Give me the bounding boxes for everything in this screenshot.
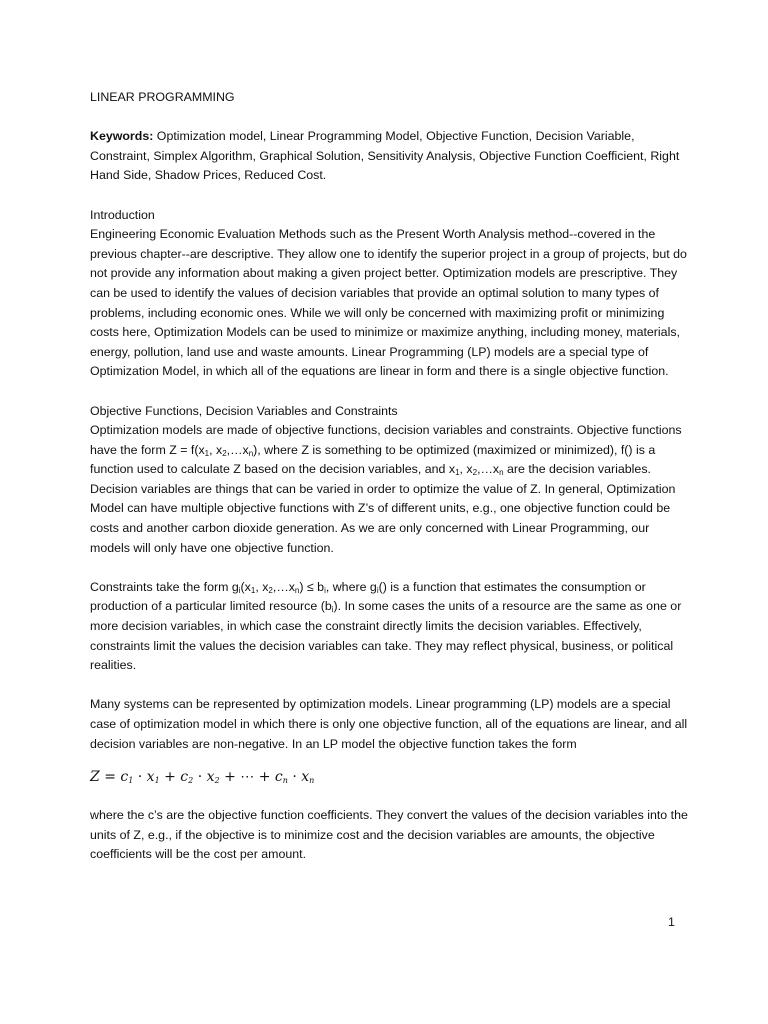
keywords-paragraph xyxy=(90,127,690,186)
objective-function-equation: $Z = c_1 \cdot x_1 + c_2 \cdot x_2$ + ⋯ + $c_n \cdot x_n$ xyxy=(90,769,315,786)
introduction-paragraph: Engineering Economic Evaluation Methods such as the Present Worth Analysis method--covered in the previous chapter--are descriptive. They allow one to identify the superior project in a group of projects, but do not provide any information about making a given project better. Optimization models are prescriptive. They can be used to identify the values of decision variables that provide an optimal solution to many types of problems, including economic ones. While we will only be concerned with maximizing profit or minimizing costs here, Optimization Models can be used to minimize or maximize anything, including money, materials, energy, pollution, land use and waste amounts. Linear Programming (LP) models are a special type of Optimization Model, in which all of the equations are linear in form and there is a single objective function. xyxy=(90,227,687,379)
constraints-paragraph: Constraints take the form $g_i(x_1$, $x_2,\dots x_n) \le b_i$, where $g_i()$ is a function that estimates the consumption or production of a particular limited resource $(b_i)$. In some cases the units of a resource are the same as one or more decision variables, in which case the constraint directly limits the decision variables. Effectively, constraints limit the values the decision variables can take. They may reflect physical, business, or political realities. xyxy=(90,579,682,673)
introduction-heading: Introduction xyxy=(90,207,155,222)
document-title: LINEAR PROGRAMMING xyxy=(90,90,235,104)
objective-functions-paragraph: Optimization models are made of objective functions, decision variables and constraints. Objective functions have the form $Z = f(x_1$, $x_2,\dots x_n$), where Z is something to be optimized (maximized or minimized), f() is a function used to calculate Z based on the decision variables, and $x_1$, $x_2,\dots x_n$ are the decision variables. Decision variables are things that can be varied in order to optimize the value of Z. In general, Optimization Model can have multiple objective functions with Z’s of different units, e.g., one objective function could be costs and another carbon dioxide generation. As we are only concerned with Linear Programming, our models will only have one objective function. xyxy=(90,423,682,555)
keywords-label: Keywords: xyxy=(90,129,154,144)
section-heading-objective-functions: Objective Functions, Decision Variables and Constraints xyxy=(90,403,398,418)
page-number: 1 xyxy=(668,915,675,929)
coefficients-paragraph: where the c’s are the objective function coefficients. They convert the values of the decision variables into the units of Z, e.g., if the objective is to minimize cost and the decision variables are amounts, the objective coefficients will be the cost per amount. xyxy=(90,808,688,862)
document-page xyxy=(90,88,690,865)
lp-model-paragraph: Many systems can be represented by optimization models. Linear programming (LP) models are a special case of optimization model in which there is only one objective function, all of the equations are linear, and all decision variables are non-negative. In an LP model the objective function takes the form xyxy=(90,697,688,751)
keywords-text: Optimization model, Linear Programming Model, Objective Function, Decision Variable, Constraint, Simplex Algorithm, Graphical Solution, Sensitivity Analysis, Objective Function Coefficient, Right Hand Side, Shadow Prices, Reduced Cost. xyxy=(90,129,680,183)
